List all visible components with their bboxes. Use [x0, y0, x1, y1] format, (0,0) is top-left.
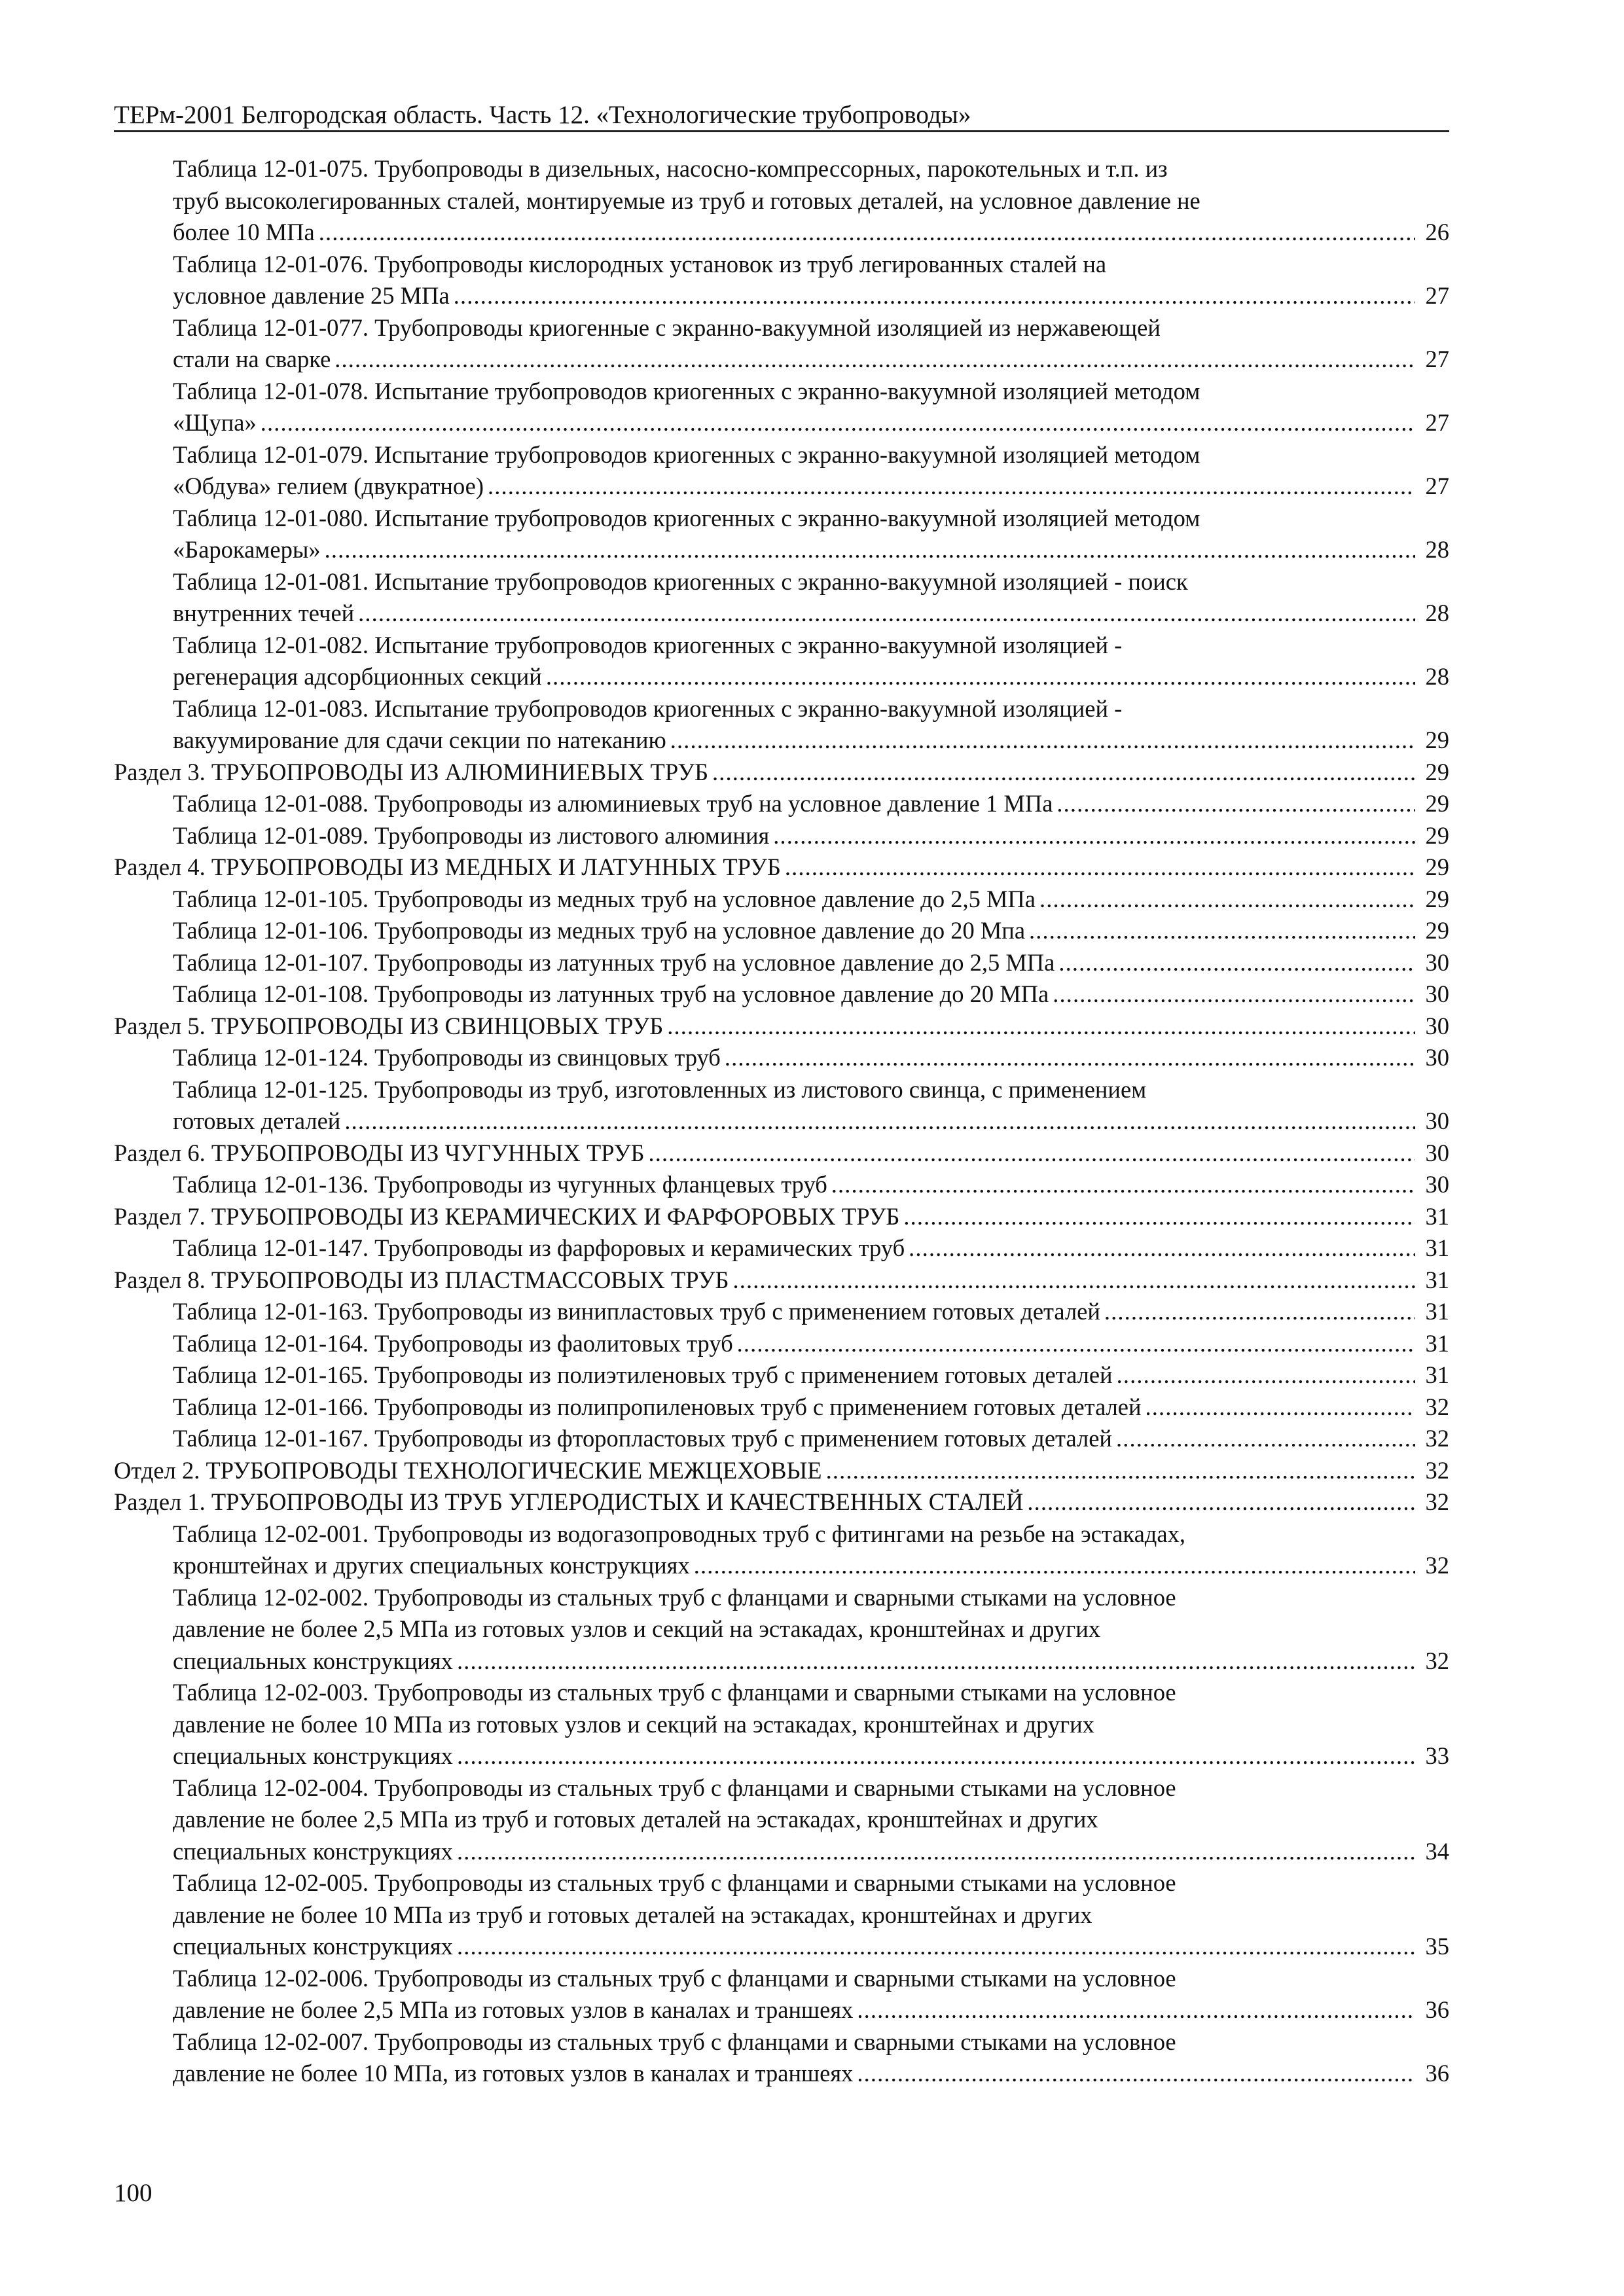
toc-section-entry[interactable] [114, 1265, 1449, 1297]
dot-leader [325, 534, 1415, 566]
toc-table-entry[interactable] [114, 1359, 1449, 1391]
dot-leader [909, 1232, 1415, 1265]
toc-entry-line: регенерация адсорбционных секций [173, 663, 542, 690]
dot-leader [694, 1550, 1415, 1582]
toc-entry-line: Таблица 12-01-108. Трубопроводы из латунных труб на условное давление до 20 МПа [173, 980, 1049, 1007]
toc-entry-line: труб высоколегированных сталей, монтируемые из труб и готовых деталей, на условное давление не [173, 187, 1200, 214]
toc-entry-line: Таблица 12-01-075. Трубопроводы в дизельных, насосно-компрессорных, парокотельных и т.п. из [173, 155, 1168, 182]
dot-leader [773, 820, 1415, 852]
toc-entry-line: Таблица 12-01-089. Трубопроводы из листового алюминия [173, 821, 770, 849]
toc-table-entry[interactable] [114, 788, 1449, 820]
toc-entry-line: Раздел 6. ТРУБОПРОВОДЫ ИЗ ЧУГУННЫХ ТРУБ [114, 1139, 645, 1166]
toc-entry-line: Таблица 12-01-107. Трубопроводы из латунных труб на условное давление до 2,5 МПа [173, 948, 1055, 976]
toc-entry-line: Таблица 12-01-081. Испытание трубопроводов криогенных с экранно-вакуумной изоляцией - поиск [173, 567, 1188, 595]
toc-table-entry[interactable] [114, 884, 1449, 916]
dot-leader [457, 1836, 1415, 1868]
toc-page-number: 27 [1425, 473, 1449, 499]
toc-page-number: 35 [1425, 1933, 1449, 1960]
toc-table-entry[interactable] [114, 978, 1449, 1011]
dot-leader [1029, 915, 1415, 947]
toc-entry-line: Таблица 12-01-082. Испытание трубопроводов криогенных с экранно-вакуумной изоляцией - [173, 631, 1123, 658]
toc-table-entry[interactable] [114, 503, 1449, 566]
toc-table-entry[interactable] [114, 1582, 1449, 1677]
toc-table-entry[interactable] [114, 566, 1449, 630]
toc-section-entry[interactable] [114, 1201, 1449, 1233]
toc-table-entry[interactable] [114, 915, 1449, 947]
toc-table-entry[interactable] [114, 1677, 1449, 1772]
dot-leader [1116, 1423, 1415, 1455]
toc-page-number: 32 [1425, 1393, 1449, 1420]
toc-entry-line: Таблица 12-01-165. Трубопроводы из полиэтиленовых труб с применением готовых деталей [173, 1361, 1113, 1388]
toc-entry-line: давление не более 10 МПа из труб и готовых деталей на эстакадах, кронштейнах и других [173, 1901, 1092, 1928]
toc-entry-line: специальных конструкциях [173, 1647, 453, 1674]
toc-table-entry[interactable] [114, 630, 1449, 693]
toc-entry-line: Раздел 8. ТРУБОПРОВОДЫ ИЗ ПЛАСТМАССОВЫХ ТРУБ [114, 1266, 729, 1293]
toc-page-number: 30 [1425, 1171, 1449, 1198]
toc-table-entry[interactable] [114, 312, 1449, 376]
dot-leader [1117, 1359, 1415, 1391]
toc-entry-line: Таблица 12-01-164. Трубопроводы из фаолитовых труб [173, 1329, 733, 1357]
toc-section-entry[interactable] [114, 852, 1449, 884]
toc-entry-line: Таблица 12-02-001. Трубопроводы из водогазопроводных труб с фитингами на резьбе на эстакадах, [173, 1520, 1185, 1547]
dot-leader [457, 1931, 1415, 1963]
toc-entry-line: Раздел 3. ТРУБОПРОВОДЫ ИЗ АЛЮМИНИЕВЫХ ТРУБ [114, 758, 709, 785]
toc-page-number: 29 [1425, 758, 1449, 785]
toc-page-number: 31 [1425, 1266, 1449, 1293]
toc-page-number: 28 [1425, 663, 1449, 690]
toc-page-number: 28 [1425, 536, 1449, 563]
toc-entry-line: кронштейнах и других специальных конструкциях [173, 1552, 690, 1579]
dot-leader [785, 852, 1415, 884]
dot-leader [857, 2058, 1415, 2090]
toc-entry-line: Таблица 12-01-077. Трубопроводы криогенные с экранно-вакуумной изоляцией из нержавеющей [173, 314, 1161, 341]
dot-leader [857, 1994, 1415, 2026]
dot-leader [488, 471, 1415, 503]
toc-entry-line: Таблица 12-01-167. Трубопроводы из фторопластовых труб с применением готовых деталей [173, 1425, 1112, 1452]
toc-page-number: 29 [1425, 917, 1449, 944]
toc-page-number: 29 [1425, 885, 1449, 912]
dot-leader [1056, 788, 1415, 820]
toc-entry-line: Таблица 12-01-080. Испытание трубопроводов криогенных с экранно-вакуумной изоляцией методом [173, 504, 1200, 531]
toc-page-number: 30 [1425, 1012, 1449, 1039]
dot-leader [831, 1169, 1415, 1201]
toc-entry-line: специальных конструкциях [173, 1742, 453, 1769]
toc-page-number: 32 [1425, 1456, 1449, 1484]
dot-leader [334, 344, 1415, 376]
toc-table-entry[interactable] [114, 1169, 1449, 1201]
dot-leader [670, 725, 1415, 757]
toc-page-number: 31 [1425, 1329, 1449, 1357]
page-number: 100 [114, 2179, 153, 2207]
toc-page-number: 29 [1425, 790, 1449, 817]
toc-entry-line: Раздел 1. ТРУБОПРОВОДЫ ИЗ ТРУБ УГЛЕРОДИСТЫХ И КАЧЕСТВЕННЫХ СТАЛЕЙ [114, 1488, 1024, 1515]
dot-leader [261, 407, 1415, 439]
toc-table-entry[interactable] [114, 249, 1449, 312]
toc-table-entry[interactable] [114, 1772, 1449, 1868]
dot-leader [1053, 978, 1415, 1011]
toc-entry-line: давление не более 2,5 МПа из готовых узлов в каналах и траншеях [173, 1996, 854, 2023]
toc-entry-line: Таблица 12-02-005. Трубопроводы из стальных труб с фланцами и сварными стыками на условное [173, 1869, 1176, 1896]
dot-leader [546, 661, 1415, 693]
dot-leader [457, 1645, 1415, 1677]
toc-entry-line: специальных конструкциях [173, 1837, 453, 1865]
dot-leader [1039, 884, 1415, 916]
toc-entry-line: «Обдува» гелием (двукратное) [173, 473, 484, 499]
toc-page-number: 33 [1425, 1742, 1449, 1769]
toc-entry-line: Таблица 12-02-003. Трубопроводы из стальных труб с фланцами и сварными стыками на условное [173, 1679, 1176, 1706]
toc-page-number: 32 [1425, 1647, 1449, 1674]
toc-page-number: 28 [1425, 600, 1449, 626]
dot-leader [358, 598, 1415, 630]
toc-entry-line: Таблица 12-02-006. Трубопроводы из стальных труб с фланцами и сварными стыками на условное [173, 1964, 1176, 1992]
dot-leader [1058, 947, 1415, 979]
toc-table-entry[interactable] [114, 1391, 1449, 1424]
toc-table-entry[interactable] [114, 1328, 1449, 1360]
toc-page-number: 27 [1425, 282, 1449, 309]
toc-entry-line: Отдел 2. ТРУБОПРОВОДЫ ТЕХНОЛОГИЧЕСКИЕ МЕЖЦЕХОВЫЕ [114, 1456, 822, 1484]
toc-table-entry[interactable] [114, 1296, 1449, 1328]
toc-table-entry[interactable] [114, 153, 1449, 249]
table-of-contents [114, 153, 1449, 2090]
toc-entry-line: давление не более 2,5 МПа из труб и готовых деталей на эстакадах, кронштейнах и других [173, 1806, 1098, 1833]
toc-entry-line: Таблица 12-01-106. Трубопроводы из медных труб на условное давление до 20 Мпа [173, 917, 1026, 944]
toc-entry-line: Раздел 4. ТРУБОПРОВОДЫ ИЗ МЕДНЫХ И ЛАТУННЫХ ТРУБ [114, 853, 781, 880]
toc-page-number: 31 [1425, 1361, 1449, 1388]
toc-entry-line: Таблица 12-01-124. Трубопроводы из свинцовых труб [173, 1044, 721, 1071]
toc-entry-line: Таблица 12-01-163. Трубопроводы из винипластовых труб с применением готовых деталей [173, 1298, 1100, 1325]
toc-entry-line: Раздел 7. ТРУБОПРОВОДЫ ИЗ КЕРАМИЧЕСКИХ И ФАРФОРОВЫХ ТРУБ [114, 1202, 900, 1230]
toc-page-number: 32 [1425, 1488, 1449, 1515]
toc-entry-line: давление не более 10 МПа, из готовых узлов в каналах и траншеях [173, 2060, 854, 2087]
toc-entry-line: Таблица 12-01-166. Трубопроводы из полипропиленовых труб с применением готовых деталей [173, 1393, 1142, 1420]
toc-page-number: 26 [1425, 219, 1449, 245]
toc-table-entry[interactable] [114, 1232, 1449, 1265]
toc-page-number: 29 [1425, 821, 1449, 849]
dot-leader [737, 1328, 1415, 1360]
dot-leader [1027, 1486, 1415, 1518]
toc-entry-line: давление не более 2,5 МПа из готовых узлов и секций на эстакадах, кронштейнах и других [173, 1615, 1101, 1642]
toc-entry-line: Таблица 12-01-147. Трубопроводы из фарфоровых и керамических труб [173, 1234, 905, 1261]
toc-page-number: 27 [1425, 346, 1449, 372]
toc-page-number: 29 [1425, 853, 1449, 880]
toc-page-number: 30 [1425, 948, 1449, 976]
toc-page-number: 30 [1425, 980, 1449, 1007]
toc-entry-line: Таблица 12-01-136. Трубопроводы из чугунных фланцевых труб [173, 1171, 827, 1198]
toc-table-entry[interactable] [114, 439, 1449, 503]
toc-entry-line: Таблица 12-02-007. Трубопроводы из стальных труб с фланцами и сварными стыками на условное [173, 2028, 1176, 2055]
toc-page-number: 32 [1425, 1552, 1449, 1579]
dot-leader [1104, 1296, 1415, 1328]
toc-page-number: 32 [1425, 1425, 1449, 1452]
toc-table-entry[interactable] [114, 693, 1449, 757]
toc-table-entry[interactable] [114, 1518, 1449, 1582]
toc-table-entry[interactable] [114, 376, 1449, 439]
toc-entry-line: давление не более 10 МПа из готовых узлов и секций на эстакадах, кронштейнах и других [173, 1710, 1094, 1738]
dot-leader [457, 1740, 1415, 1772]
toc-page-number: 31 [1425, 1234, 1449, 1261]
dot-leader [732, 1265, 1415, 1297]
toc-page-number: 29 [1425, 726, 1449, 753]
toc-entry-line: более 10 МПа [173, 219, 315, 245]
toc-entry-line: внутренних течей [173, 600, 355, 626]
toc-table-entry[interactable] [114, 820, 1449, 852]
dot-leader [1146, 1391, 1415, 1424]
dot-leader [903, 1201, 1415, 1233]
toc-entry-line: Таблица 12-01-083. Испытание трубопроводов криогенных с экранно-вакуумной изоляцией - [173, 694, 1123, 722]
toc-section-entry[interactable] [114, 1011, 1449, 1043]
toc-entry-line: Таблица 12-01-105. Трубопроводы из медных труб на условное давление до 2,5 МПа [173, 885, 1036, 912]
toc-entry-line: готовых деталей [173, 1107, 341, 1134]
toc-entry-line: Таблица 12-01-088. Трубопроводы из алюминиевых труб на условное давление 1 МПа [173, 790, 1053, 817]
toc-entry-line: стали на сварке [173, 346, 331, 372]
toc-table-entry[interactable] [114, 1042, 1449, 1074]
toc-entry-line: специальных конструкциях [173, 1933, 453, 1960]
toc-table-entry[interactable] [114, 1423, 1449, 1455]
toc-section-entry[interactable] [114, 1486, 1449, 1518]
toc-page-number: 34 [1425, 1837, 1449, 1865]
toc-page-number: 30 [1425, 1044, 1449, 1071]
dot-leader [454, 280, 1415, 312]
running-header: ТЕРм-2001 Белгородская область. Часть 12. «Технологические трубопроводы» [114, 101, 971, 129]
toc-page-number: 36 [1425, 2060, 1449, 2087]
toc-section-entry[interactable] [114, 757, 1449, 789]
toc-table-entry[interactable] [114, 1074, 1449, 1138]
toc-entry-line: Таблица 12-01-078. Испытание трубопроводов криогенных с экранно-вакуумной изоляцией методом [173, 377, 1200, 404]
toc-entry-line: Таблица 12-02-002. Трубопроводы из стальных труб с фланцами и сварными стыками на условное [173, 1583, 1176, 1611]
toc-section-entry[interactable] [114, 1455, 1449, 1487]
toc-entry-line: Таблица 12-01-076. Трубопроводы кислородных установок из труб легированных сталей на [173, 250, 1107, 278]
dot-leader [826, 1455, 1415, 1487]
dot-leader [667, 1011, 1415, 1043]
dot-leader [344, 1105, 1415, 1138]
toc-page-number: 36 [1425, 1996, 1449, 2023]
header-rule [114, 130, 1449, 132]
toc-page-number: 31 [1425, 1298, 1449, 1325]
toc-page-number: 30 [1425, 1139, 1449, 1166]
dot-leader [712, 757, 1415, 789]
toc-table-entry[interactable] [114, 2026, 1449, 2090]
toc-page-number: 30 [1425, 1107, 1449, 1134]
toc-entry-line: Таблица 12-01-125. Трубопроводы из труб, изготовленных из листового свинца, с применением [173, 1075, 1147, 1103]
toc-table-entry[interactable] [114, 947, 1449, 979]
toc-entry-line: вакуумирование для сдачи секции по натеканию [173, 726, 666, 753]
dot-leader [319, 217, 1415, 249]
toc-entry-line: «Щупа» [173, 409, 257, 436]
toc-entry-line: Таблица 12-02-004. Трубопроводы из стальных труб с фланцами и сварными стыками на условное [173, 1774, 1176, 1801]
toc-entry-line: Раздел 5. ТРУБОПРОВОДЫ ИЗ СВИНЦОВЫХ ТРУБ [114, 1012, 664, 1039]
dot-leader [648, 1138, 1415, 1170]
toc-section-entry[interactable] [114, 1138, 1449, 1170]
toc-entry-line: Таблица 12-01-079. Испытание трубопроводов криогенных с экранно-вакуумной изоляцией методом [173, 440, 1200, 468]
toc-entry-line: условное давление 25 МПа [173, 282, 450, 309]
toc-page-number: 31 [1425, 1202, 1449, 1230]
dot-leader [725, 1042, 1415, 1074]
toc-table-entry[interactable] [114, 1867, 1449, 1963]
toc-page-number: 27 [1425, 409, 1449, 436]
toc-table-entry[interactable] [114, 1963, 1449, 2026]
toc-entry-line: «Барокамеры» [173, 536, 321, 563]
